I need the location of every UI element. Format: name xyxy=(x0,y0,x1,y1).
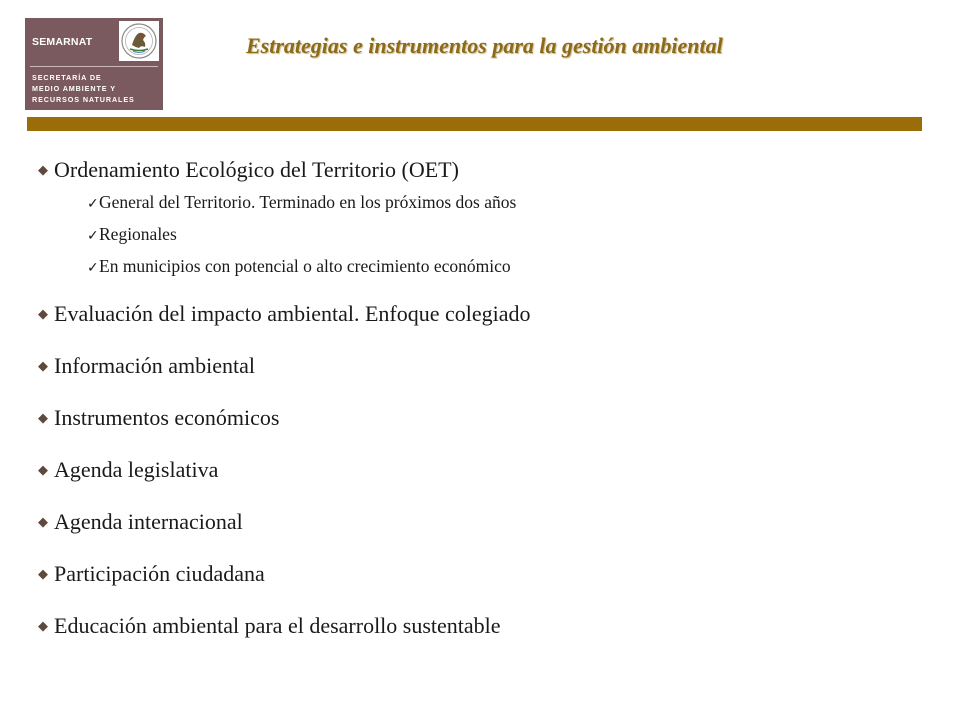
list-item-label: Instrumentos económicos xyxy=(54,405,280,430)
checkmark-icon: ✓ xyxy=(87,196,99,212)
slide-title: Estrategias e instrumentos para la gestión ambiental xyxy=(246,33,723,58)
diamond-bullet-icon: ◆ xyxy=(38,566,48,581)
semarnat-logo xyxy=(25,18,163,110)
sub-list-item xyxy=(87,187,938,219)
logo-divider xyxy=(30,66,158,67)
list-item xyxy=(38,351,938,381)
list-item xyxy=(38,559,938,589)
list-item xyxy=(38,507,938,537)
diamond-bullet-icon: ◆ xyxy=(38,410,48,425)
mexican-eagle-seal-icon xyxy=(119,21,159,61)
sub-list-item xyxy=(87,219,938,251)
list-item xyxy=(38,155,938,283)
header-divider-bar xyxy=(27,117,922,131)
sub-list-item-label: Regionales xyxy=(99,224,177,244)
logo-subtitle-line: SECRETARÍA DE xyxy=(32,73,102,82)
diamond-bullet-icon: ◆ xyxy=(38,306,48,321)
sub-list-item xyxy=(87,251,938,283)
sub-list-item-label: General del Territorio. Terminado en los próximos dos años xyxy=(99,192,517,212)
list-item-label: Agenda legislativa xyxy=(54,457,219,482)
list-item-label: Agenda internacional xyxy=(54,509,243,534)
diamond-bullet-icon: ◆ xyxy=(38,618,48,633)
checkmark-icon: ✓ xyxy=(87,260,99,276)
logo-subtitle xyxy=(32,72,135,105)
list-item xyxy=(38,611,938,641)
list-item xyxy=(38,455,938,485)
checkmark-icon: ✓ xyxy=(87,228,99,244)
list-item-label: Educación ambiental para el desarrollo sustentable xyxy=(54,613,501,638)
logo-subtitle-line: RECURSOS NATURALES xyxy=(32,95,135,104)
list-item-label: Participación ciudadana xyxy=(54,561,265,586)
sub-list xyxy=(38,187,938,283)
diamond-bullet-icon: ◆ xyxy=(38,162,48,177)
list-item-label: Información ambiental xyxy=(54,353,255,378)
list-item-label: Evaluación del impacto ambiental. Enfoque colegiado xyxy=(54,301,531,326)
diamond-bullet-icon: ◆ xyxy=(38,358,48,373)
diamond-bullet-icon: ◆ xyxy=(38,462,48,477)
logo-subtitle-line: MEDIO AMBIENTE Y xyxy=(32,84,116,93)
list-item xyxy=(38,299,938,329)
diamond-bullet-icon: ◆ xyxy=(38,514,48,529)
list-item xyxy=(38,403,938,433)
list-item-label: Ordenamiento Ecológico del Territorio (OET) xyxy=(54,157,459,182)
logo-name: SEMARNAT xyxy=(32,36,93,48)
sub-list-item-label: En municipios con potencial o alto crecimiento económico xyxy=(99,256,511,276)
bullet-list xyxy=(38,155,938,663)
